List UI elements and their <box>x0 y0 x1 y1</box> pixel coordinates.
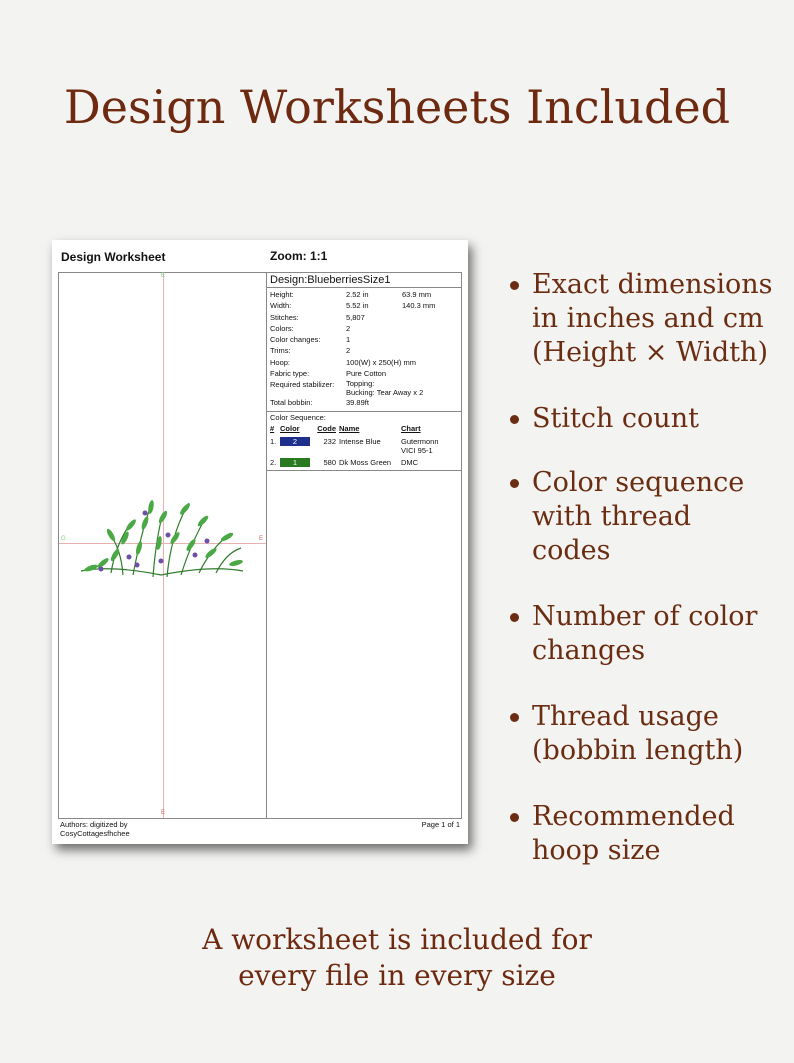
feature-item: Recommended hoop size <box>506 800 776 868</box>
design-worksheet <box>52 240 468 844</box>
spec-value: Pure Cotton <box>346 369 387 379</box>
feature-item: Stitch count <box>506 402 776 436</box>
spec-row <box>270 397 458 408</box>
spec-row <box>270 368 458 379</box>
spec-value: 100(W) x 250(H) mm <box>346 357 417 367</box>
color-num: 1. <box>270 436 277 446</box>
spec-row <box>270 289 458 300</box>
spec-label: Required stabilizer: <box>270 380 335 390</box>
worksheet-frame <box>58 272 462 819</box>
caption-line-1: A worksheet is included for <box>202 923 592 956</box>
worksheet-zoom: Zoom: 1:1 <box>270 249 328 263</box>
color-chart: DMC <box>401 457 419 467</box>
header-color: Color <box>280 423 300 433</box>
design-name: Design:BlueberriesSize1 <box>267 273 461 288</box>
spec-value-mm: 63.9 mm <box>402 290 432 299</box>
color-sequence <box>267 412 461 471</box>
spec-value: 39.89ft <box>346 398 369 408</box>
worksheet-authors <box>60 820 130 838</box>
authors-label: Authors: digitized by <box>60 820 128 829</box>
color-row <box>270 458 458 467</box>
spec-row <box>270 312 458 323</box>
design-specs <box>267 288 461 412</box>
spec-label: Stitches: <box>270 312 299 322</box>
spec-row <box>270 357 458 368</box>
spec-value: 2 <box>346 346 351 356</box>
color-sequence-header <box>270 424 458 434</box>
header-code: Code <box>317 423 336 433</box>
guide-mark-bottom: E <box>161 810 166 816</box>
blueberry-embroidery-image <box>71 493 251 593</box>
spec-value: 2.52 in <box>346 290 369 299</box>
feature-item: Thread usage (bobbin length) <box>506 700 776 768</box>
authors-name: CosyCottagesfhchee <box>60 829 130 838</box>
color-swatch: 2 <box>280 437 310 446</box>
feature-item: Exact dimensions in inches and cm (Height × Width) <box>506 268 776 370</box>
caption-line-2: every file in every size <box>238 959 556 992</box>
spec-label: Hoop: <box>270 357 291 367</box>
color-chart: Gutermonn VICI 95-1 <box>401 436 439 455</box>
guide-mark-top: E <box>161 273 166 279</box>
page-headline: Design Worksheets Included <box>63 80 731 134</box>
guide-mark-left: G <box>61 536 66 542</box>
color-code: 580 <box>323 457 336 467</box>
color-code: 232 <box>323 436 336 446</box>
stabilizer-topping: Topping: <box>346 379 375 389</box>
color-name: Dk Moss Green <box>339 457 392 467</box>
stabilizer-backing: Bucking: Tear Away x 2 <box>346 388 424 398</box>
spec-row <box>270 323 458 334</box>
guide-mark-right: E <box>259 536 264 542</box>
spec-row <box>270 345 458 356</box>
spec-row <box>270 334 458 345</box>
spec-label: Total bobbin: <box>270 398 313 408</box>
header-name: Name <box>339 423 360 433</box>
spec-label: Trims: <box>270 346 291 356</box>
feature-item: Number of color changes <box>506 600 776 668</box>
color-row <box>270 437 458 455</box>
bottom-caption <box>0 922 794 994</box>
spec-value: 2 <box>346 323 351 333</box>
spec-label: Color changes: <box>270 335 321 345</box>
spec-value: 5,807 <box>346 312 365 322</box>
color-sequence-label: Color Sequence: <box>270 412 326 422</box>
spec-label: Colors: <box>270 323 294 333</box>
spec-value: 5.52 in <box>346 301 369 311</box>
spec-label: Width: <box>270 301 292 311</box>
worksheet-title: Design Worksheet <box>61 250 166 264</box>
color-name: Intense Blue <box>339 436 381 446</box>
feature-item: Color sequence with thread codes <box>506 466 776 568</box>
color-num: 2. <box>270 457 277 467</box>
spec-value: 1 <box>346 335 351 345</box>
header-chart: Chart <box>401 423 421 433</box>
spec-value-mm: 140.3 mm <box>402 301 436 311</box>
spec-label: Height: <box>270 290 294 299</box>
header-num: # <box>270 423 275 433</box>
spec-label: Fabric type: <box>270 369 310 379</box>
feature-list <box>506 268 776 900</box>
worksheet-page-number: Page 1 of 1 <box>421 820 460 829</box>
color-swatch: 1 <box>280 458 310 467</box>
design-info-panel <box>267 273 461 471</box>
spec-row-stabilizer <box>270 379 458 397</box>
design-preview <box>59 273 267 818</box>
spec-value <box>346 379 456 397</box>
spec-row <box>270 300 458 311</box>
